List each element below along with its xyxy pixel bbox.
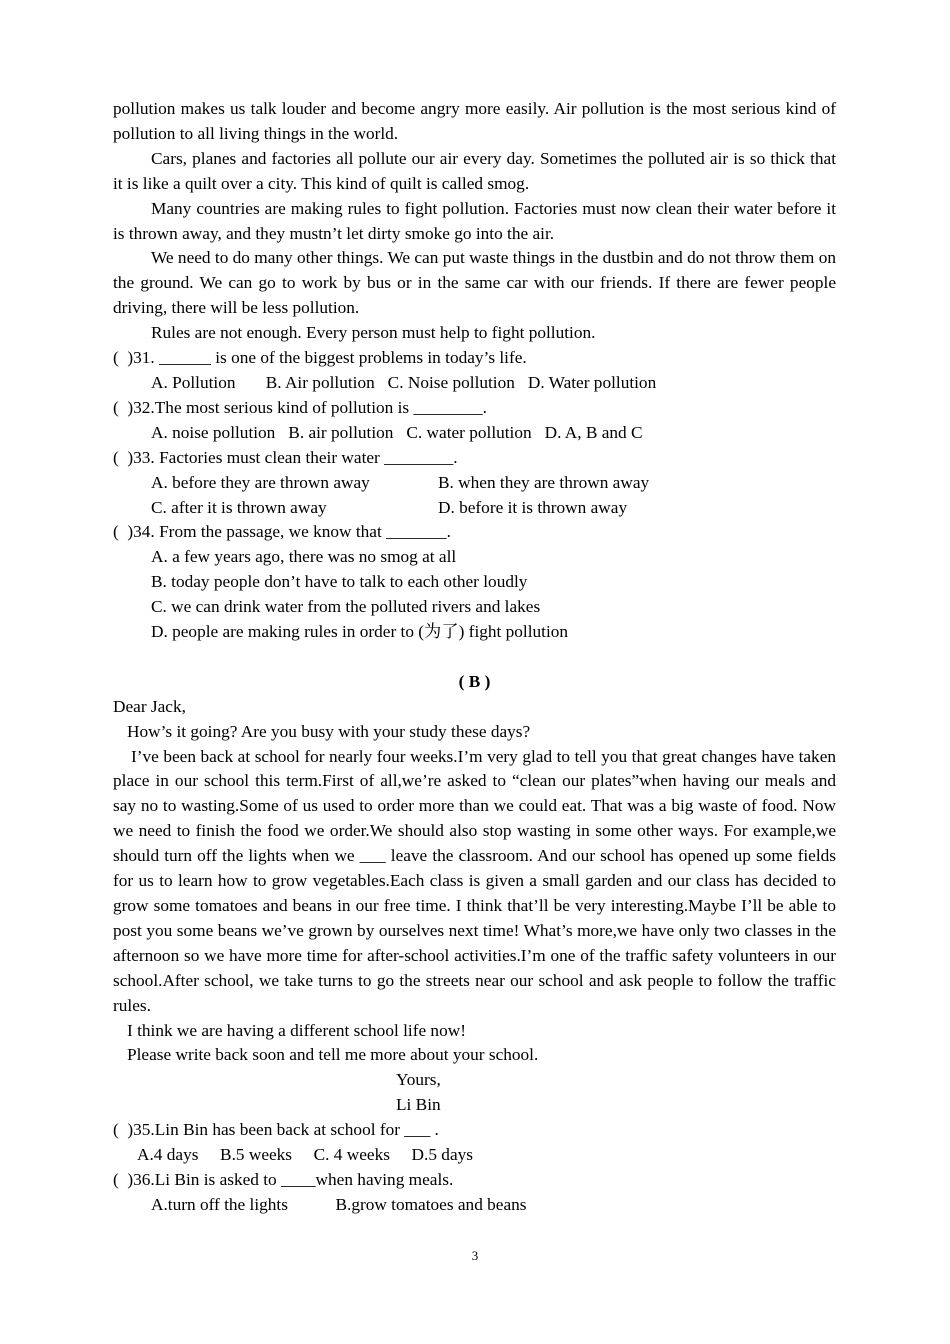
letter-line-1: How’s it going? Are you busy with your study these days? (127, 721, 531, 741)
question-32-stem: ( )32.The most serious kind of pollution is ________. (113, 397, 487, 417)
document-page (113, 97, 836, 1218)
letter-line-3: I think we are having a different school life now! (127, 1020, 466, 1040)
letter-salutation: Dear Jack, (113, 696, 186, 716)
passage-a-paragraph-3: Many countries are making rules to fight pollution. Factories must now clean their water before it is thrown away, and they mustn’t let dirty smoke go into the air. (113, 198, 836, 243)
passage-a-paragraph-5: Rules are not enough. Every person must help to fight pollution. (151, 323, 596, 343)
page-number: 3 (471, 1248, 479, 1263)
question-34-stem: ( )34. From the passage, we know that _______. (113, 522, 451, 542)
question-31-stem: ( )31. ______ is one of the biggest problems in today’s life. (113, 348, 527, 368)
question-35-options: A.4 days B.5 weeks C. 4 weeks D.5 days (137, 1145, 473, 1165)
question-33-option-b: B. when they are thrown away (438, 472, 650, 492)
question-31-options: A. Pollution B. Air pollution C. Noise pollution D. Water pollution (151, 372, 657, 392)
letter-closing: Yours, (396, 1070, 441, 1090)
question-34-option-a: A. a few years ago, there was no smog at all (151, 547, 457, 567)
passage-a-paragraph-2: Cars, planes and factories all pollute our air every day. Sometimes the polluted air is so thick that it is like a quilt over a city. This kind of quilt is called smog. (113, 148, 836, 193)
passage-a-paragraph-1: pollution makes us talk louder and become angry more easily. Air pollution is the most serious kind of pollution to all living things in the world. (113, 99, 836, 143)
question-34-option-b: B. today people don’t have to talk to each other loudly (151, 572, 528, 592)
question-33-option-d: D. before it is thrown away (438, 497, 628, 517)
question-34-option-c: C. we can drink water from the polluted rivers and lakes (151, 597, 541, 617)
section-b-heading: ( B ) (458, 671, 491, 691)
question-32-options: A. noise pollution B. air pollution C. water pollution D. A, B and C (151, 422, 643, 442)
letter-body: I’ve been back at school for nearly four weeks.I’m very glad to tell you that great changes have taken place in our school this term.First of all,we’re asked to “clean our plates”when having our meals and say no to wasting.Some of us used to order more than we could eat. That was a big waste of food. Now we need to finish the food we order.We should also stop wasting in some other ways. For example,we should turn off the lights when we ___ leave the classroom. And our school has opened up some fields for us to learn how to grow vegetables.Each class is given a small garden and our class has decided to grow some tomatoes and beans in our free time. I think that’ll be very interesting.Maybe I’ll be able to post you some beans we’ve grown by ourselves next time! What’s more,we have only two classes in the afternoon so we have more time for after-school activities.I’m one of the traffic safety volunteers in our school.After school, we take turns to go the streets near our school and ask people to follow the traffic rules. (113, 746, 836, 1015)
question-33-options (113, 471, 836, 521)
letter-line-4: Please write back soon and tell me more about your school. (127, 1045, 539, 1065)
letter-signature: Li Bin (396, 1095, 441, 1115)
question-36-options: A.turn off the lights B.grow tomatoes and beans (151, 1194, 527, 1214)
question-33-option-a: A. before they are thrown away (151, 472, 370, 492)
question-36-stem: ( )36.Li Bin is asked to ____when having meals. (113, 1169, 454, 1189)
question-33-stem: ( )33. Factories must clean their water ________. (113, 447, 458, 467)
question-35-stem: ( )35.Lin Bin has been back at school for ___ . (113, 1120, 439, 1140)
passage-a-paragraph-4: We need to do many other things. We can put waste things in the dustbin and do not throw them on the ground. We can go to work by bus or in the same car with our friends. If there are fewer people driving, there will be less pollution. (113, 248, 836, 318)
question-33-option-c: C. after it is thrown away (151, 497, 327, 517)
question-34-option-d: D. people are making rules in order to (为了) fight pollution (151, 622, 569, 642)
